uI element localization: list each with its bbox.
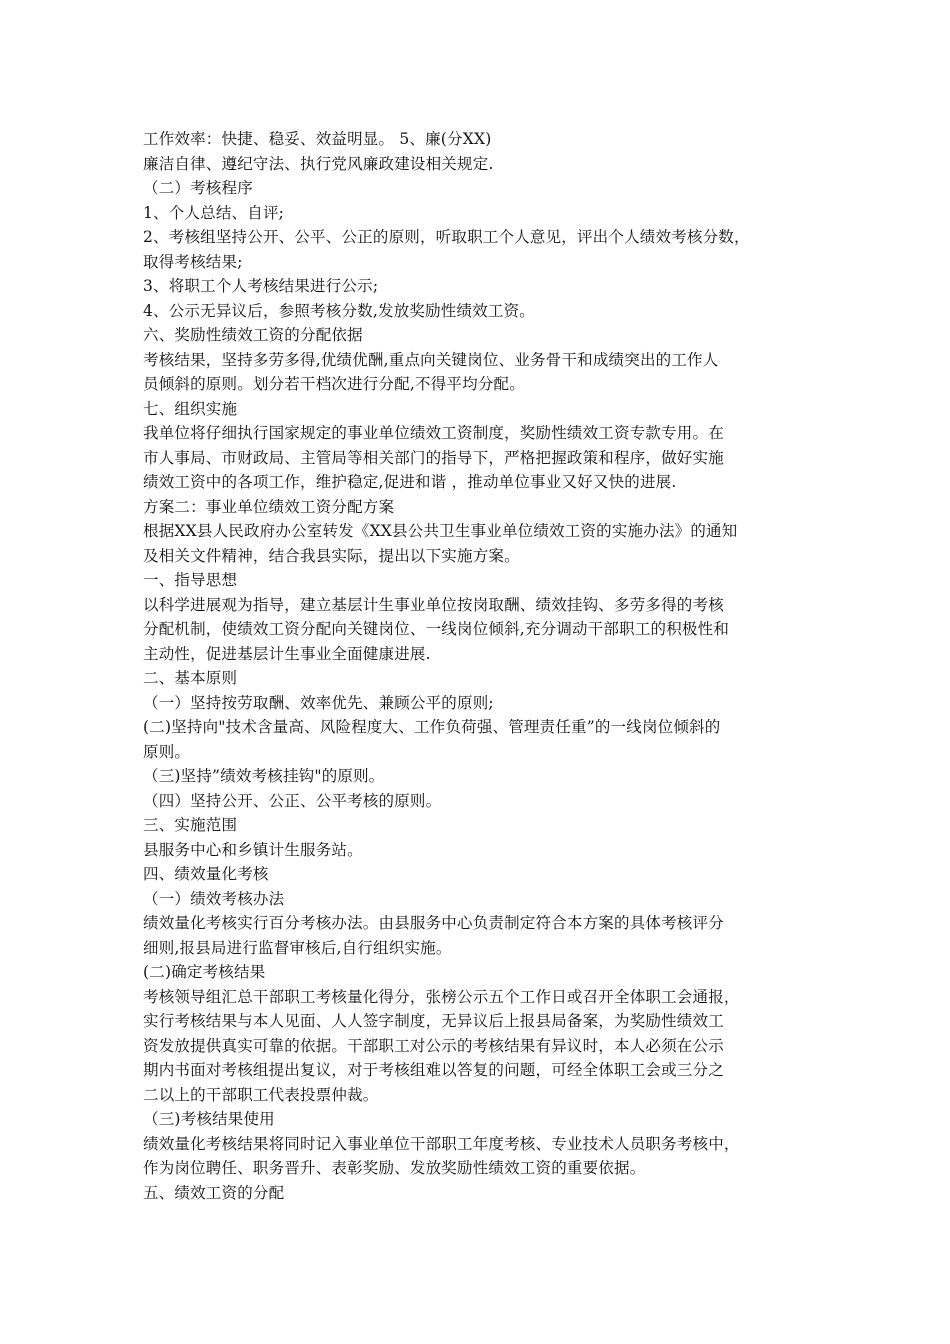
text-line: 根据XX县人民政府办公室转发《XX县公共卫生事业单位绩效工资的实施办法》的通知 <box>143 522 738 540</box>
text-line: 工作效率：快捷、稳妥、效益明显。 5、廉(分XX) <box>143 130 492 148</box>
text-line: 资发放提供真实可靠的依据。干部职工对公示的考核结果有异议时，本人必须在公示 <box>143 1036 724 1055</box>
text-line: 3、将职工个人考核结果进行公示; <box>143 277 379 295</box>
text-line: 及相关文件精神，结合我县实际，提出以下实施方案。 <box>143 546 520 565</box>
text-line: 六、奖励性绩效工资的分配依据 <box>143 326 363 344</box>
text-line: 二、基本原则 <box>143 669 238 687</box>
text-line: 四、绩效量化考核 <box>143 865 269 883</box>
text-line: 七、组织实施 <box>143 399 238 418</box>
text-line: 期内书面对考核组提出复议，对于考核组难以答复的问题，可经全体职工会或三分之 <box>143 1061 724 1079</box>
text-line: 绩效量化考核实行百分考核办法。由县服务中心负责制定符合本方案的具体考核评分 <box>143 914 724 932</box>
text-line: （三)坚持”绩效考核挂钩"的原则。 <box>143 767 385 785</box>
document-body <box>143 127 823 1205</box>
text-line: 4、公示无异议后，参照考核分数,发放奖励性绩效工资。 <box>143 301 535 320</box>
text-line: (二)确定考核结果 <box>143 963 266 981</box>
text-line: (二)坚持向"技术含量高、风险程度大、工作负荷强、管理责任重”的一线岗位倾斜的 <box>143 718 721 736</box>
text-line: 方案二：事业单位绩效工资分配方案 <box>143 497 395 516</box>
text-line: 作为岗位聘任、职务晋升、表彰奖励、发放奖励性绩效工资的重要依据。 <box>143 1159 646 1177</box>
text-line: 我单位将仔细执行国家规定的事业单位绩效工资制度，奖励性绩效工资专款专用。在 <box>143 424 724 442</box>
text-line: 县服务中心和乡镇计生服务站。 <box>143 840 363 859</box>
text-line: 考核领导组汇总干部职工考核量化得分，张榜公示五个工作日或召开全体职工会通报， <box>143 987 740 1006</box>
text-line: 2、考核组坚持公开、公平、公正的原则，听取职工个人意见，评出个人绩效考核分数， <box>143 228 750 246</box>
text-line: 分配机制，使绩效工资分配向关键岗位、一线岗位倾斜,充分调动干部职工的积极性和 <box>143 620 730 638</box>
text-line: 三、实施范围 <box>143 816 238 834</box>
text-line: 五、绩效工资的分配 <box>143 1183 285 1202</box>
text-line: 以科学进展观为指导，建立基层计生事业单位按岗取酬、绩效挂钩、多劳多得的考核 <box>143 595 724 614</box>
text-line: （三)考核结果使用 <box>143 1110 275 1128</box>
text-line: 实行考核结果与本人见面、人人签字制度，无异议后上报县局备案，为奖励性绩效工 <box>143 1012 724 1030</box>
text-line: 绩效量化考核结果将同时记入事业单位干部职工年度考核、专业技术人员职务考核中， <box>143 1134 740 1153</box>
text-line: 市人事局、市财政局、主管局等相关部门的指导下，严格把握政策和程序，做好实施 <box>143 448 724 467</box>
text-line: 二以上的干部职工代表投票仲裁。 <box>143 1085 379 1104</box>
text-line: （一）绩效考核办法 <box>143 889 285 908</box>
text-line: 主动性，促进基层计生事业全面健康进展. <box>143 644 431 663</box>
text-line: 原则。 <box>143 742 191 761</box>
text-line: 绩效工资中的各项工作，维护稳定,促进和谐 ，推动单位事业又好又快的进展. <box>143 473 677 491</box>
text-line: （四）坚持公开、公正、公平考核的原则。 <box>143 791 442 810</box>
text-line: （二）考核程序 <box>143 179 253 197</box>
text-line: （一）坚持按劳取酬、效率优先、兼顾公平的原则; <box>143 693 494 712</box>
text-line: 廉洁自律、遵纪守法、执行党风廉政建设相关规定. <box>143 154 494 173</box>
text-line: 员倾斜的原则。划分若干档次进行分配,不得平均分配。 <box>143 375 525 393</box>
text-line: 考核结果，坚持多劳多得,优绩优酬,重点向关键岗位、业务骨干和成绩突出的工作人 <box>143 350 719 369</box>
text-line: 细则,报县局进行监督审核后,自行组织实施。 <box>143 938 452 957</box>
text-line: 取得考核结果; <box>143 252 243 271</box>
text-line: 一、指导思想 <box>143 571 238 589</box>
text-line: 1、个人总结、自评; <box>143 203 285 222</box>
